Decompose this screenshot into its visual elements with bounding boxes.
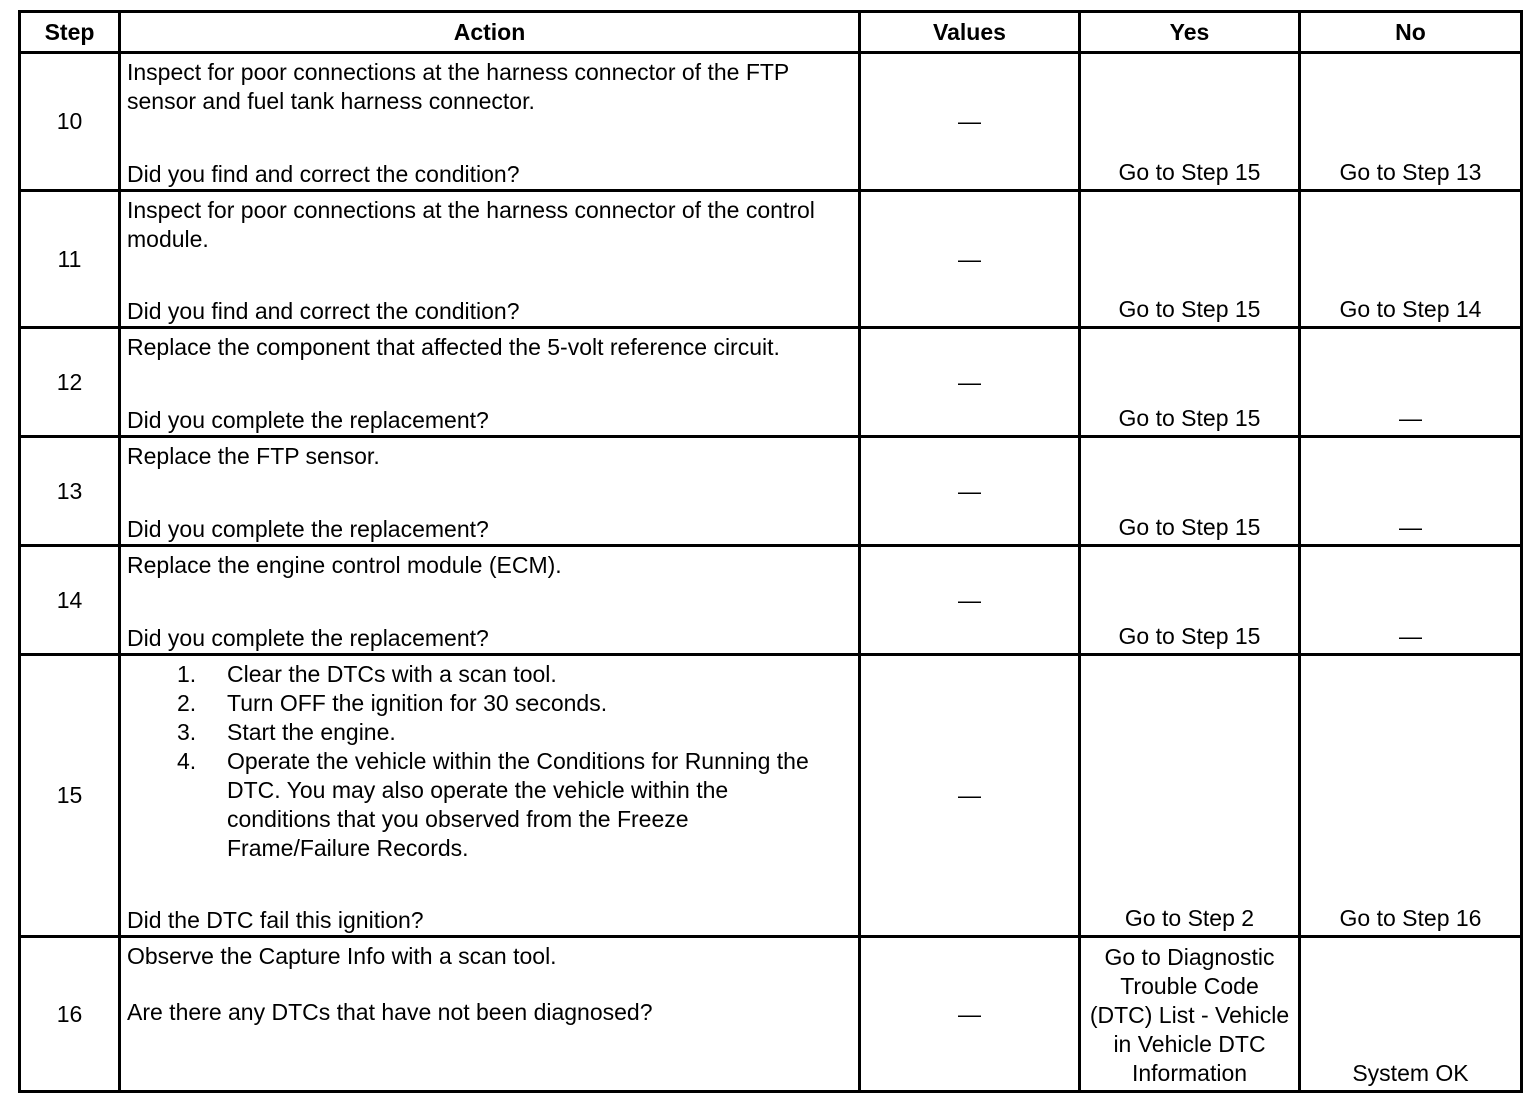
header-yes: Yes: [1080, 12, 1300, 53]
list-item-number: 4.: [177, 748, 197, 774]
step-number: 16: [20, 937, 120, 1092]
step-number: 10: [20, 53, 120, 191]
yes-link[interactable]: Go to Step 15: [1080, 546, 1300, 655]
action-text: Inspect for poor connections at the harness connector of the FTP sensor and fuel tank harness connector.: [127, 59, 789, 114]
list-item-text: Start the engine.: [227, 719, 396, 745]
list-item: [127, 747, 852, 863]
step-number: 14: [20, 546, 120, 655]
action-question: Are there any DTCs that have not been diagnosed?: [127, 999, 653, 1025]
header-step: Step: [20, 12, 120, 53]
no-value-dash: —: [1300, 437, 1522, 546]
list-item-text: Operate the vehicle within the Conditions for Running the DTC. You may also operate the vehicle within the conditions that you observed from the Freeze Frame/Failure Records.: [227, 748, 809, 861]
list-item-number: 2.: [177, 690, 197, 716]
action-question: Did you complete the replacement?: [127, 516, 489, 542]
table-row: [20, 191, 1522, 328]
yes-link[interactable]: Go to Step 15: [1080, 437, 1300, 546]
values-cell: —: [860, 437, 1080, 546]
values-cell: —: [860, 191, 1080, 328]
yes-link[interactable]: Go to Step 15: [1080, 53, 1300, 191]
list-item: [127, 718, 852, 747]
diagnostic-table-container: [18, 10, 1523, 1093]
action-question: Did the DTC fail this ignition?: [127, 907, 424, 933]
action-text: Observe the Capture Info with a scan tool.: [127, 943, 557, 969]
values-cell: —: [860, 655, 1080, 937]
table-row: [20, 53, 1522, 191]
values-cell: —: [860, 328, 1080, 437]
action-question: Did you find and correct the condition?: [127, 161, 520, 187]
header-action: Action: [120, 12, 860, 53]
no-link[interactable]: Go to Step 13: [1300, 53, 1522, 191]
table-header-row: [20, 12, 1522, 53]
list-item-text: Clear the DTCs with a scan tool.: [227, 661, 557, 687]
no-value-dash: —: [1300, 546, 1522, 655]
values-cell: —: [860, 937, 1080, 1092]
action-text: Replace the engine control module (ECM).: [127, 552, 562, 578]
values-cell: —: [860, 53, 1080, 191]
yes-link[interactable]: Go to Step 15: [1080, 328, 1300, 437]
action-text: Inspect for poor connections at the harness connector of the control module.: [127, 197, 815, 252]
action-cell: [120, 655, 860, 937]
action-cell: [120, 191, 860, 328]
list-item-number: 1.: [177, 661, 197, 687]
list-item: [127, 660, 852, 689]
header-no: No: [1300, 12, 1522, 53]
action-text: Replace the FTP sensor.: [127, 443, 380, 469]
yes-link[interactable]: Go to Diagnostic Trouble Code (DTC) List - Vehicle in Vehicle DTC Information: [1080, 937, 1300, 1092]
action-cell: [120, 546, 860, 655]
action-question: Did you complete the replacement?: [127, 407, 489, 433]
action-cell: [120, 437, 860, 546]
action-cell: [120, 53, 860, 191]
table-row: [20, 655, 1522, 937]
step-number: 11: [20, 191, 120, 328]
list-item-number: 3.: [177, 719, 197, 745]
action-question: Did you find and correct the condition?: [127, 298, 520, 324]
step-number: 12: [20, 328, 120, 437]
no-link[interactable]: Go to Step 16: [1300, 655, 1522, 937]
values-cell: —: [860, 546, 1080, 655]
table-row: [20, 937, 1522, 1092]
no-link[interactable]: Go to Step 14: [1300, 191, 1522, 328]
action-question: Did you complete the replacement?: [127, 625, 489, 651]
yes-link[interactable]: Go to Step 2: [1080, 655, 1300, 937]
step-number: 15: [20, 655, 120, 937]
header-values: Values: [860, 12, 1080, 53]
table-row: [20, 328, 1522, 437]
table-row: [20, 546, 1522, 655]
no-value-dash: —: [1300, 328, 1522, 437]
list-item-text: Turn OFF the ignition for 30 seconds.: [227, 690, 608, 716]
step-number: 13: [20, 437, 120, 546]
action-text: Replace the component that affected the 5-volt reference circuit.: [127, 334, 780, 360]
action-cell: [120, 937, 860, 1092]
procedure-list: [127, 660, 852, 863]
table-row: [20, 437, 1522, 546]
no-result: System OK: [1300, 937, 1522, 1092]
action-cell: [120, 328, 860, 437]
diagnostic-steps-table: [18, 10, 1523, 1093]
yes-link[interactable]: Go to Step 15: [1080, 191, 1300, 328]
list-item: [127, 689, 852, 718]
